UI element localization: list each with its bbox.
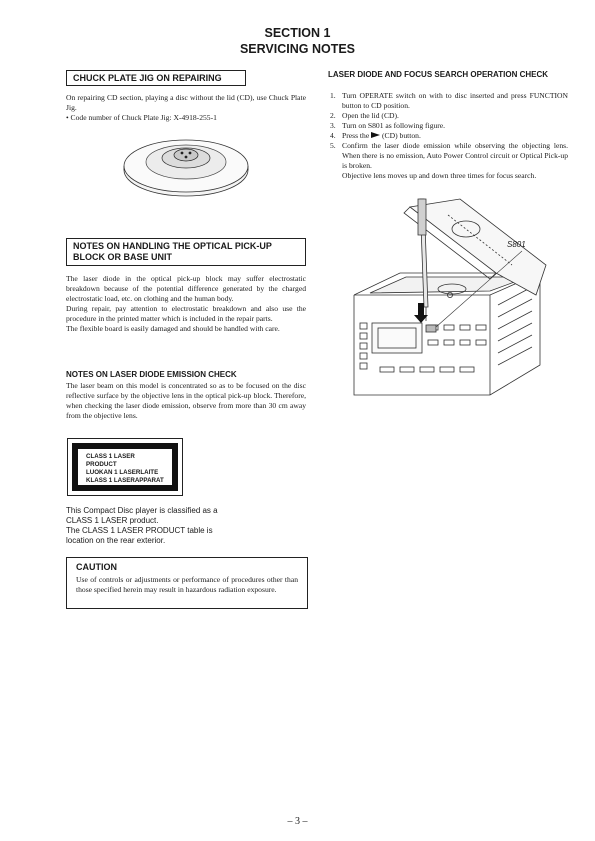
caution-title: CAUTION <box>76 562 117 572</box>
chuck-plate-text <box>66 93 306 123</box>
emission-check-heading: NOTES ON LASER DIODE EMISSION CHECK <box>66 370 237 379</box>
optical-pickup-notes <box>66 274 306 334</box>
step-3: 3. Turn on S801 as following figure. <box>330 121 446 130</box>
caution-box <box>66 557 308 609</box>
classification-line4: location on the rear exterior. <box>66 536 166 545</box>
step-4: 4. Press the (CD) button. <box>330 131 421 140</box>
classification-text <box>66 506 286 546</box>
label-line3: KLASS 1 LASERAPPARAT <box>86 477 164 484</box>
section-number: SECTION 1 <box>264 26 331 40</box>
label-line1: CLASS 1 LASER PRODUCT <box>86 453 135 468</box>
label-line2: LUOKAN 1 LASERLAITE <box>86 469 159 476</box>
focus-check-steps <box>330 91 568 181</box>
optical-pickup-p2: During repair, pay attention to electrostatic breakdown and also use the procedure in the printed matter which is included in the repair parts. <box>66 304 306 323</box>
step-2: 2. Open the lid (CD). <box>330 111 399 120</box>
emission-check-text: The laser beam on this model is concentrated so as to be focused on the disc reflective surface by the objective lens in the optical pick-up block. Therefore, when checking the laser diode emission, observe from more than 30 cm away from the objective lens. <box>66 381 306 420</box>
s801-switch-figure <box>340 195 570 400</box>
optical-pickup-heading: NOTES ON HANDLING THE OPTICAL PICK-UP BLOCK OR BASE UNIT <box>66 238 306 266</box>
classification-line3: The CLASS 1 LASER PRODUCT table is <box>66 526 213 535</box>
step-5: 5. Confirm the laser diode emission while observing the objecting lens. When there is no emission, Auto Power Control circuit or Optical Pick-up is broken. <box>330 141 568 170</box>
chuck-plate-heading: CHUCK PLATE JIG ON REPAIRING <box>66 70 246 86</box>
play-icon <box>371 132 380 138</box>
chuck-plate-line1: On repairing CD section, playing a disc without the lid (CD), use Chuck Plate Jig. <box>66 93 306 112</box>
classification-line1: This Compact Disc player is classified as a <box>66 506 218 515</box>
laser-product-label <box>67 438 183 496</box>
focus-check-heading: LASER DIODE AND FOCUS SEARCH OPERATION CHECK <box>328 70 549 79</box>
page-number: – 3 – <box>287 816 308 827</box>
optical-pickup-p3: The flexible board is easily damaged and should be handled with care. <box>66 324 280 333</box>
optical-pickup-p1: The laser diode in the optical pick-up block may suffer electrostatic breakdown because of the potential difference generated by the charged electrostatic load, etc. on clothing and the human body. <box>66 274 306 303</box>
caution-text: Use of controls or adjustments or performance of procedures other than those specified herein may result in hazardous radiation exposure. <box>76 575 298 594</box>
s801-label: S801 <box>507 240 526 249</box>
classification-line2: CLASS 1 LASER product. <box>66 516 159 525</box>
step-1: 1. Turn OPERATE switch on with to disc inserted and press FUNCTION button to CD position. <box>330 91 568 110</box>
page-title: SERVICING NOTES <box>239 42 356 56</box>
chuck-plate-jig-illustration <box>120 128 250 200</box>
chuck-plate-code: • Code number of Chuck Plate Jig: X-4918-255-1 <box>66 113 217 122</box>
step-5-note: Objective lens moves up and down three times for focus search. <box>342 171 537 180</box>
